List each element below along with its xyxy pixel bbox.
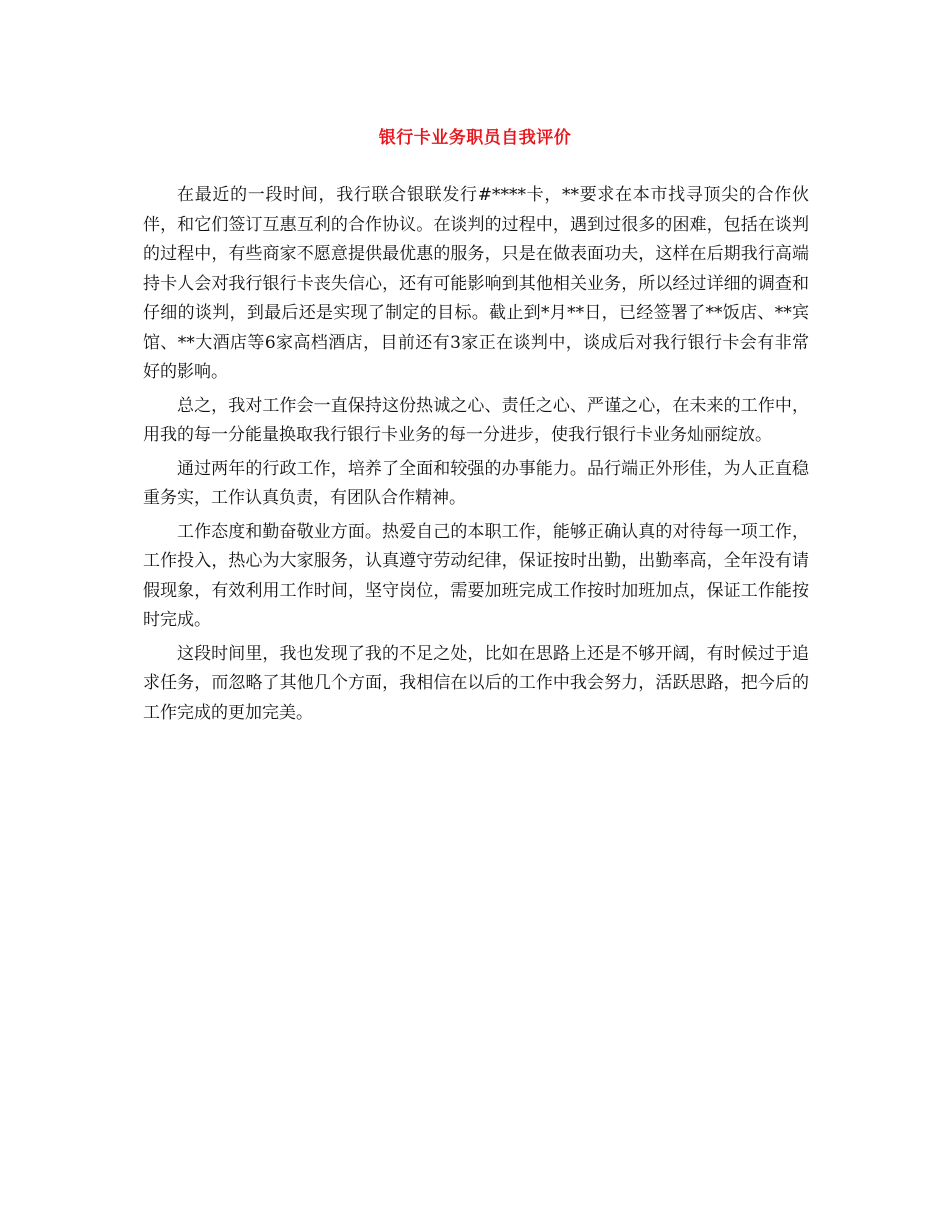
document-body xyxy=(143,181,809,728)
paragraph-2: 总之，我对工作会一直保持这份热诚之心、责任之心、严谨之心，在未来的工作中，用我的每一分能量换取我行银行卡业务的每一分进步，使我行银行卡业务灿丽绽放。 xyxy=(143,395,809,445)
paragraph-1: 在最近的一段时间，我行联合银联发行#****卡，**要求在本市找寻顶尖的合作伙伴，和它们签订互惠互利的合作协议。在谈判的过程中，遇到过很多的困难，包括在谈判的过程中，有些商家不愿意提供最优惠的服务，只是在做表面功夫，这样在后期我行高端持卡人会对我行银行卡丧失信心，还有可能影响到其他相关业务，所以经过详细的调查和仔细的谈判，到最后还是实现了制定的目标。截止到*月**日，已经签署了**饭店、**宾馆、**大酒店等6家高档酒店，目前还有3家正在谈判中，谈成后对我行银行卡会有非常好的影响。 xyxy=(143,185,809,382)
paragraph-4: 工作态度和勤奋敬业方面。热爱自己的本职工作，能够正确认真的对待每一项工作，工作投入，热心为大家服务，认真遵守劳动纪律，保证按时出勤，出勤率高，全年没有请假现象，有效利用工作时间，坚守岗位，需要加班完成工作按时加班加点，保证工作能按时完成。 xyxy=(143,521,809,630)
document-title: 银行卡业务职员自我评价 xyxy=(378,128,572,148)
paragraph-5: 这段时间里，我也发现了我的不足之处，比如在思路上还是不够开阔，有时候过于追求任务，而忽略了其他几个方面，我相信在以后的工作中我会努力，活跃思路，把今后的工作完成的更加完美。 xyxy=(143,643,809,723)
paragraph-3: 通过两年的行政工作，培养了全面和较强的办事能力。品行端正外形佳，为人正直稳重务实，工作认真负责，有团队合作精神。 xyxy=(143,458,809,508)
